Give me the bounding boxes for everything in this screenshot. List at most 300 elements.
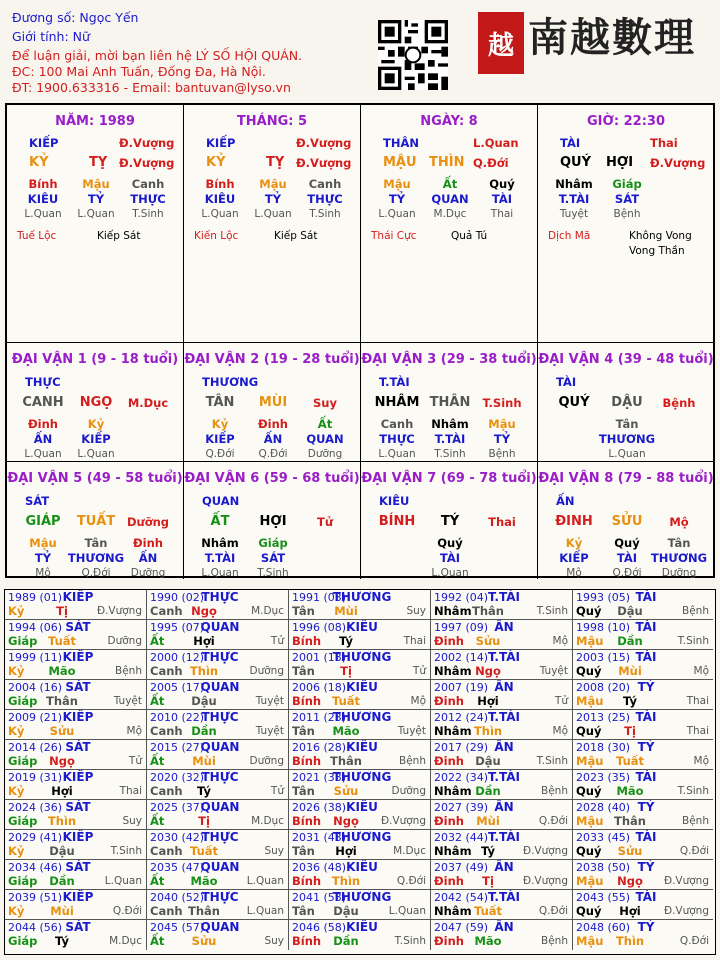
dai-van-hidden-stem: Kỷ [87,417,105,431]
year-phase: Tuyệt [255,725,284,737]
year-branch: Mùi [50,904,74,918]
year-phase: T.Sinh [677,635,709,647]
year-god: THỰC [201,650,239,664]
annual-cell [431,680,573,710]
year-god: KIÊU [346,620,378,634]
hidden-phase: M.Dục [433,208,467,220]
year-god: ẤN [494,620,514,634]
year-branch: Mão [190,874,218,888]
pillar-title: NĂM: 1989 [55,114,135,129]
dai-van-hidden-stem: Quý [437,536,463,550]
annual-cell [147,680,289,710]
hidden-god: THỰC [307,192,343,206]
year-stem: Đinh [434,694,464,708]
pillar-title: GIỜ: 22:30 [587,114,665,129]
year-branch: Dậu [49,844,75,858]
year-label: 2021 (33) [292,771,347,784]
dai-van-hidden-god: T.TÀI [204,551,236,565]
year-branch: Mão [48,664,76,678]
annual-cell [147,770,289,800]
year-god: SÁT [65,740,91,754]
dai-van-cell [361,343,538,462]
year-label: 2009 (21) [8,711,63,724]
year-god: TỶ [637,920,655,934]
year-branch: Ngọ [617,874,643,888]
dai-van-cell [361,462,538,579]
annual-cell [289,920,431,950]
year-stem: Giáp [8,874,38,888]
year-label: 2046 (58) [292,921,347,934]
hidden-stem: Mậu [259,177,287,191]
dai-van-hidden-god: TÀI [439,551,461,565]
annual-cell [573,830,713,860]
year-stem: Ất [150,934,165,948]
year-phase: Đ.Vượng [96,605,142,617]
year-stem: Kỷ [8,844,25,858]
pillar-top-god: TÀI [560,136,581,150]
dai-van-god: SÁT [25,494,50,508]
dai-van-branch: SỬU [611,514,643,529]
annual-cell [431,650,573,680]
annual-cell [573,620,713,650]
seal-text: 越 [487,30,514,61]
year-branch: Thìn [331,874,361,888]
year-phase: Q.Đới [112,905,142,917]
year-stem: Tân [292,664,315,678]
year-stem: Giáp [8,814,38,828]
pillar-branch: TỴ [89,155,108,170]
year-god: TÀI [635,650,657,664]
dai-van-cell [7,462,184,579]
dai-van-hidden-god: KIẾP [559,551,589,565]
year-branch: Hợi [193,634,215,648]
annual-cell [147,830,289,860]
year-branch: Ngọ [191,604,217,618]
year-stem: Ất [150,874,165,888]
year-branch: Dần [333,934,359,948]
year-phase: Suy [406,605,426,617]
year-branch: Sửu [475,634,501,648]
year-phase: M.Dục [393,845,426,857]
phone-email: ĐT: 1900.633316 - Email: bantuvan@lyso.vn [12,80,291,95]
dai-van-hidden-stem: Ất [317,417,333,431]
dai-van-title: ĐẠI VẬN 4 (39 - 48 tuổi) [538,352,714,367]
hidden-stem: Bính [205,177,235,191]
dai-van-title: ĐẠI VẬN 5 (49 - 58 tuổi) [7,471,183,486]
dai-van-hidden-god: ẤN [138,551,158,565]
dai-van-hidden-stem: Kỷ [565,536,583,550]
year-stem: Bính [292,694,322,708]
dai-van-hidden-phase: T.Sinh [434,448,466,460]
year-stem: Bính [292,934,322,948]
dai-van-stem: ĐINH [555,514,593,529]
dai-van-hidden-stem: Giáp [258,536,288,550]
year-god: THỰC [201,770,239,784]
annual-cell [573,770,713,800]
year-phase: Suy [264,845,284,857]
annual-cell [5,920,147,950]
year-branch: Tị [56,604,68,618]
year-god: T.TÀI [488,590,520,604]
year-stem: Ất [150,694,165,708]
pillar-stem: MẬU [383,155,417,170]
year-god: T.TÀI [488,710,520,724]
year-god: KIẾP [62,830,94,844]
year-branch: Sửu [617,844,643,858]
year-god: TÀI [635,770,657,784]
year-branch: Mão [474,934,502,948]
dai-van-hidden-stem: Đinh [28,417,58,431]
dai-van-hidden-stem: Quý [614,536,640,550]
dai-van-phase: Mộ [669,515,689,529]
dai-van-hidden-phase: Dưỡng [307,448,343,460]
dai-van-phase: Suy [313,396,337,410]
year-label: 2007 (19) [434,681,489,694]
year-phase: L.Quan [104,875,142,887]
year-god: T.TÀI [488,890,520,904]
pillar-top-god: KIẾP [206,136,236,150]
dai-van-hidden-god: TÀI [616,551,638,565]
dai-van-god: QUAN [202,494,240,508]
year-branch: Tý [481,844,495,858]
annual-cell [5,860,147,890]
year-god: THƯƠNG [332,590,392,604]
dai-van-cell [538,343,714,462]
year-stem: Mậu [576,814,604,828]
dai-van-phase: M.Dục [127,396,169,410]
contact-invite: Để luận giải, mời bạn liên hệ LÝ SỐ HỘI QUÁN. [12,48,303,63]
star-right: Kiếp Sát [274,230,318,242]
pillar-title: THÁNG: 5 [236,114,308,129]
dai-van-title: ĐẠI VẬN 7 (69 - 78 tuổi) [361,471,537,486]
year-label: 2034 (46) [8,861,63,874]
year-branch: Tý [623,694,637,708]
dai-van-hidden-phase: L.Quan [608,448,646,460]
year-label: 2027 (39) [434,801,489,814]
dai-van-title: ĐẠI VẬN 8 (79 - 88 tuổi) [538,471,714,486]
dai-van-hidden-stem: Mậu [488,417,516,431]
year-phase: Bệnh [399,755,426,767]
year-branch: Thân [188,904,220,918]
dai-van-hidden-phase: L.Quan [201,567,239,579]
year-stem: Bính [292,634,322,648]
year-stem: Canh [150,784,183,798]
year-branch: Hợi [477,694,499,708]
dai-van-branch: TÝ [440,514,460,529]
year-stem: Quý [576,844,602,858]
year-label: 2048 (60) [576,921,631,934]
year-phase: M.Dục [251,815,284,827]
year-branch: Mùi [476,814,500,828]
dai-van-phase: Tử [316,515,334,529]
year-stem: Quý [576,904,602,918]
year-phase: Suy [264,935,284,947]
year-stem: Kỷ [8,604,25,618]
year-stem: Canh [150,844,183,858]
pillar-top-phase: Đ.Vượng [119,136,175,150]
year-label: 2022 (34) [434,771,489,784]
year-god: KIÊU [346,800,378,814]
dai-van-branch: HỢI [259,514,287,529]
year-phase: Tuyệt [255,695,284,707]
star-left: Thái Cực [371,230,417,242]
year-label: 2019 (31) [8,771,63,784]
year-god: QUAN [200,860,240,874]
hidden-stem: Giáp [612,177,642,191]
hidden-god: THỰC [130,192,166,206]
year-phase: Mộ [552,635,568,647]
year-god: QUAN [200,920,240,934]
annual-cell [431,920,573,950]
dai-van-god: THƯƠNG [202,375,259,389]
dai-van-god: KIÊU [379,494,410,508]
annual-cell [289,770,431,800]
dai-van-hidden-god: ẤN [263,432,283,446]
year-god: TỶ [637,740,655,754]
annual-cell [431,800,573,830]
header [0,0,720,100]
dai-van-hidden-stem: Đinh [133,536,163,550]
dai-van-god: T.TÀI [379,375,410,389]
dai-van-cell [538,462,714,579]
year-phase: Tuyệt [539,665,568,677]
annual-grid [4,589,716,955]
pillar-stem: QUÝ [560,155,592,170]
annual-cell [5,680,147,710]
year-phase: Q.Đới [679,935,709,947]
year-god: TÀI [635,590,657,604]
year-stem: Ất [150,754,165,768]
year-god: TỶ [637,800,655,814]
year-phase: L.Quan [246,875,284,887]
annual-cell [147,620,289,650]
year-label: 1990 (02) [150,591,205,604]
year-label: 2005 (17) [150,681,205,694]
dai-van-hidden-phase: Q.Đới [81,567,111,579]
hidden-god: SÁT [614,192,640,206]
hidden-god: T.TÀI [558,192,590,206]
year-phase: L.Quan [246,905,284,917]
hidden-god: TÀI [491,192,513,206]
year-phase: L.Quan [388,905,426,917]
year-god: TỶ [637,860,655,874]
year-branch: Hợi [619,904,641,918]
dai-van-branch: TUẤT [76,514,116,529]
year-god: THƯƠNG [332,770,392,784]
annual-cell [5,800,147,830]
hidden-stem: Nhâm [555,177,593,191]
annual-cell [289,890,431,920]
year-stem: Đinh [434,874,464,888]
year-label: 2047 (59) [434,921,489,934]
dai-van-hidden-god: TỶ [34,551,52,565]
year-branch: Tý [55,934,69,948]
dai-van-branch: THÂN [429,395,471,410]
qr-code-icon [378,20,448,90]
dai-van-stem: QUÝ [558,395,590,410]
year-god: QUAN [200,620,240,634]
year-god: KIÊU [346,920,378,934]
year-label: 2032 (44) [434,831,489,844]
year-label: 2037 (49) [434,861,489,874]
year-label: 1996 (08) [292,621,347,634]
year-phase: Q.Đới [396,875,426,887]
year-god: TỶ [637,680,655,694]
pillar-top-god: KIẾP [29,136,59,150]
dai-van-hidden-phase: L.Quan [431,567,469,579]
year-branch: Tuất [615,754,645,768]
year-god: KIẾP [62,590,94,604]
hidden-phase: Tuyệt [559,208,589,220]
year-stem: Đinh [434,754,464,768]
pillar-branch-phase: Đ.Vượng [296,156,352,170]
hidden-phase: L.Quan [77,208,115,220]
year-label: 2020 (32) [150,771,205,784]
year-label: 1997 (09) [434,621,489,634]
annual-cell [147,710,289,740]
year-branch: Tị [482,874,494,888]
annual-cell [289,830,431,860]
annual-cell [431,740,573,770]
year-phase: Tử [270,785,284,797]
year-label: 1995 (07) [150,621,205,634]
year-stem: Đinh [434,634,464,648]
year-stem: Quý [576,724,602,738]
year-phase: M.Dục [251,605,284,617]
year-phase: Q.Đới [538,815,568,827]
hidden-stem: Canh [131,177,165,191]
year-branch: Dậu [617,604,643,618]
year-stem: Kỷ [8,664,25,678]
annual-cell [5,710,147,740]
year-stem: Nhâm [434,724,472,738]
dai-van-branch: MÙI [258,395,288,410]
dai-van-branch: NGỌ [79,395,113,410]
year-phase: Suy [122,815,142,827]
year-label: 2011 (23) [292,711,347,724]
hidden-phase: Thai [490,208,514,220]
year-stem: Canh [150,724,183,738]
seal-stamp [478,12,524,74]
pillar-title: NGÀY: 8 [420,114,478,129]
year-label: 2003 (15) [576,651,631,664]
year-label: 2008 (20) [576,681,631,694]
year-label: 2045 (57) [150,921,205,934]
year-stem: Giáp [8,634,38,648]
year-phase: Bệnh [541,935,568,947]
dai-van-hidden-stem: Canh [380,417,414,431]
dai-van-hidden-phase: Q.Đới [612,567,642,579]
dai-van-hidden-phase: Bệnh [488,448,516,460]
year-stem: Canh [150,604,183,618]
dai-van-hidden-stem: Mậu [29,536,57,550]
star-right: Không Vong [629,230,692,242]
year-god: TÀI [635,620,657,634]
year-branch: Hợi [51,784,73,798]
dai-van-stem: NHÂM [374,395,420,410]
year-phase: Đ.Vượng [380,815,426,827]
year-label: 2044 (56) [8,921,63,934]
year-label: 2010 (22) [150,711,205,724]
year-branch: Thân [472,604,504,618]
dai-van-title: ĐẠI VẬN 1 (9 - 18 tuổi) [11,352,179,367]
year-branch: Thân [330,754,362,768]
annual-cell [573,590,713,620]
dai-van-hidden-god: T.TÀI [434,432,466,446]
year-god: KIÊU [346,740,378,754]
hidden-stem: Quý [489,177,515,191]
year-god: KIẾP [62,770,94,784]
year-branch: Mùi [334,604,358,618]
annual-cell [147,590,289,620]
year-phase: Tử [412,665,426,677]
year-label: 2024 (36) [8,801,63,814]
pillar-top-phase: Đ.Vượng [296,136,352,150]
dai-van-god: THỰC [25,375,61,389]
year-stem: Giáp [8,754,38,768]
hidden-stem: Mậu [383,177,411,191]
year-stem: Tân [292,604,315,618]
year-stem: Nhâm [434,784,472,798]
dai-van-hidden-stem: Tân [667,536,691,550]
hidden-god: TỶ [87,192,105,206]
hidden-phase: Bệnh [613,208,641,220]
dai-van-phase: Bệnh [662,396,696,410]
year-stem: Bính [292,874,322,888]
year-god: QUAN [200,680,240,694]
dai-van-stem: CANH [22,395,64,410]
year-branch: Tị [198,814,210,828]
year-branch: Dần [191,724,217,738]
brand-logo: 南越數理 [528,14,696,61]
dai-van-hidden-stem: Tân [84,536,108,550]
year-god: ẤN [494,920,514,934]
year-god: SÁT [65,920,91,934]
year-label: 2017 (29) [434,741,489,754]
dai-van-phase: Dưỡng [126,515,170,529]
year-god: ẤN [494,800,514,814]
pillar-stem: KỶ [206,155,226,170]
year-label: 2001 (13) [292,651,347,664]
annual-cell [147,650,289,680]
annual-cell [5,830,147,860]
year-branch: Tý [197,784,211,798]
annual-cell [147,920,289,950]
hidden-phase: T.Sinh [132,208,164,220]
pillar-branch: HỢI [606,155,634,170]
year-label: 1998 (10) [576,621,631,634]
year-phase: T.Sinh [536,605,568,617]
year-branch: Tuất [47,634,77,648]
year-phase: Đ.Vượng [663,875,709,887]
address: ĐC: 100 Mai Anh Tuấn, Đống Đa, Hà Nội. [12,64,266,79]
year-label: 2002 (14) [434,651,489,664]
annual-cell [289,620,431,650]
hidden-stem: Bính [28,177,58,191]
year-label: 2026 (38) [292,801,347,814]
year-branch: Sửu [191,934,217,948]
year-branch: Tuất [189,844,219,858]
dai-van-stem: ẤT [210,514,230,529]
annual-cell [573,740,713,770]
year-label: 2006 (18) [292,681,347,694]
annual-cell [289,710,431,740]
year-stem: Nhâm [434,904,472,918]
hidden-god: TỶ [264,192,282,206]
pillar-top-god: THÂN [383,136,419,150]
dai-van-branch: DẬU [611,395,643,410]
star-right: Kiếp Sát [97,230,141,242]
